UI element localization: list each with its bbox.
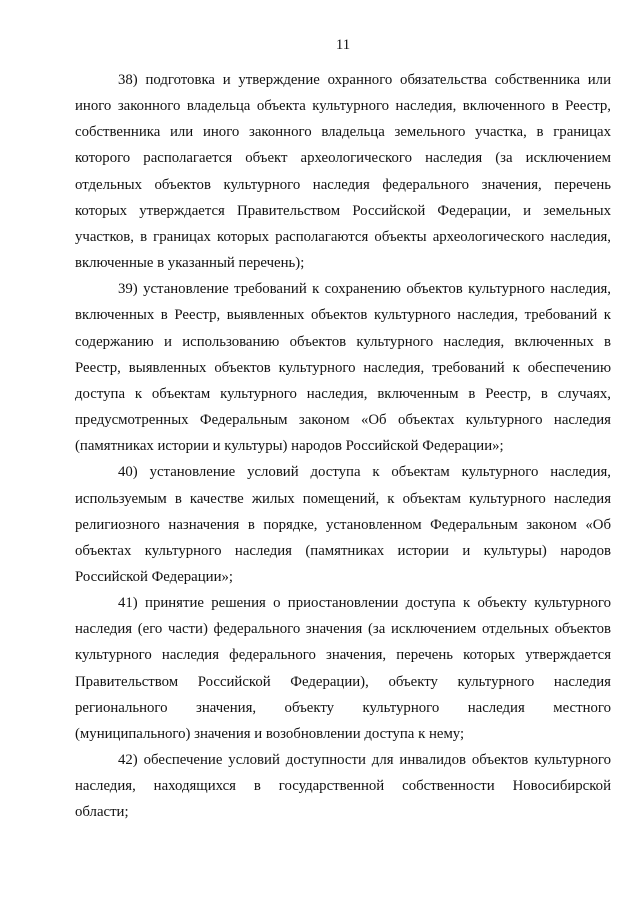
text-line: участков, в границах которых располагаются объекты археологического наследия, bbox=[75, 228, 611, 245]
text-line: наследия (его части) федерального значения (за исключением отдельных объектов bbox=[75, 621, 611, 638]
text-line: (памятниках истории и культуры) народов Российской Федерации»; bbox=[75, 438, 504, 455]
text-line: Реестр, выявленных объектов культурного наследия, требований к обеспечению bbox=[75, 359, 611, 376]
text-line: иного законного владельца объекта культурного наследия, включенного в Реестр, bbox=[75, 98, 611, 115]
text-line: области; bbox=[75, 804, 129, 821]
paragraph-42 bbox=[75, 747, 611, 825]
text-line: 40) установление условий доступа к объектам культурного наследия, bbox=[118, 464, 611, 481]
paragraph-39 bbox=[75, 276, 611, 459]
text-line: 41) принятие решения о приостановлении доступа к объекту культурного bbox=[118, 595, 611, 612]
text-line: включенных в Реестр, выявленных объектов культурного наследия, требований к bbox=[75, 307, 611, 324]
paragraph-38 bbox=[75, 67, 611, 276]
paragraph-40 bbox=[75, 459, 611, 590]
text-line: Правительством Российской Федерации), объекту культурного наследия bbox=[75, 673, 611, 690]
text-line: культурного наследия федерального значения, перечень которых утверждается bbox=[75, 647, 611, 664]
document-body bbox=[75, 67, 611, 826]
text-line: отдельных объектов культурного наследия федерального значения, перечень bbox=[75, 176, 611, 193]
text-line: собственника или иного законного владельца земельного участка, в границах bbox=[75, 124, 611, 141]
text-line: которых утверждается Правительством Российской Федерации, и земельных bbox=[75, 202, 611, 219]
text-line: (муниципального) значения и возобновлении доступа к нему; bbox=[75, 725, 465, 742]
text-line: предусмотренных Федеральным законом «Об объектах культурного наследия bbox=[75, 412, 611, 429]
paragraph-41 bbox=[75, 590, 611, 747]
text-line: 39) установление требований к сохранению объектов культурного наследия, bbox=[118, 281, 611, 298]
text-line: включенные в указанный перечень); bbox=[75, 255, 305, 272]
text-line: Российской Федерации»; bbox=[75, 568, 234, 585]
text-line: 38) подготовка и утверждение охранного обязательства собственника или bbox=[118, 72, 611, 88]
text-line: наследия, находящихся в государственной собственности Новосибирской bbox=[75, 778, 611, 795]
text-line: регионального значения, объекту культурного наследия местного bbox=[75, 699, 611, 716]
text-line: религиозного назначения в порядке, установленном Федеральным законом «Об bbox=[75, 516, 611, 533]
text-line: доступа к объектам культурного наследия, включенным в Реестр, в случаях, bbox=[75, 385, 611, 402]
page-number: 11 bbox=[335, 37, 351, 53]
text-line: 42) обеспечение условий доступности для инвалидов объектов культурного bbox=[118, 752, 611, 769]
text-line: содержанию и использованию объектов культурного наследия, включенных в bbox=[75, 333, 611, 350]
text-line: объектах культурного наследия (памятниках истории и культуры) народов bbox=[75, 542, 611, 559]
text-line: которого располагается объект археологического наследия (за исключением bbox=[75, 150, 611, 167]
text-line: используемым в качестве жилых помещений, к объектам культурного наследия bbox=[75, 490, 611, 507]
